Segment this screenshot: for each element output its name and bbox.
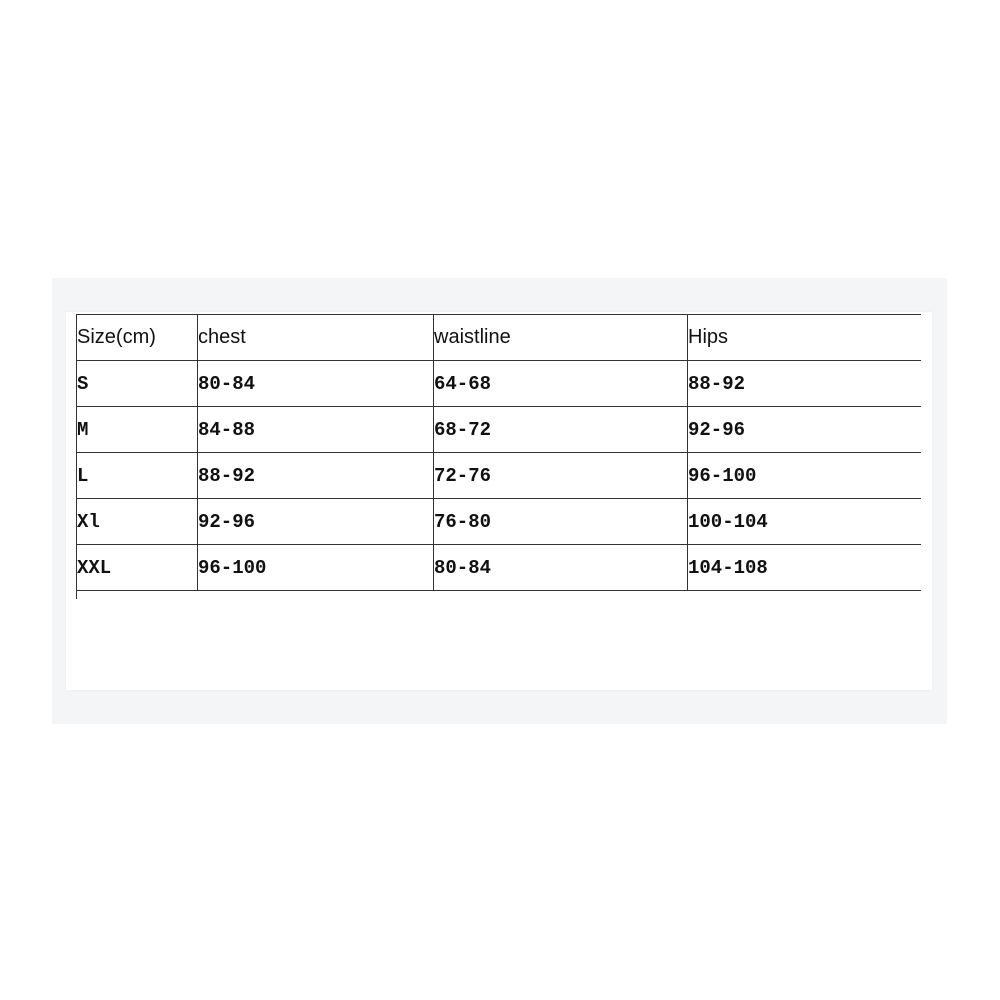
table-border-stub — [76, 591, 77, 599]
cell-hips: 92-96 — [688, 407, 921, 453]
header-waistline: waistline — [434, 315, 688, 361]
cell-hips: 96-100 — [688, 453, 921, 499]
cell-chest: 80-84 — [198, 361, 434, 407]
cell-chest: 92-96 — [198, 499, 434, 545]
cell-chest: 88-92 — [198, 453, 434, 499]
table-row — [77, 499, 921, 545]
cell-waistline: 80-84 — [434, 545, 688, 591]
cell-size: M — [77, 407, 198, 453]
table-row — [77, 361, 921, 407]
cell-hips: 104-108 — [688, 545, 921, 591]
header-hips: Hips — [688, 315, 921, 361]
cell-waistline: 68-72 — [434, 407, 688, 453]
table-header-row — [77, 315, 921, 361]
table-row — [77, 407, 921, 453]
header-size: Size(cm) — [77, 315, 198, 361]
cell-waistline: 64-68 — [434, 361, 688, 407]
cell-size: L — [77, 453, 198, 499]
cell-hips: 100-104 — [688, 499, 921, 545]
table-row — [77, 453, 921, 499]
cell-hips: 88-92 — [688, 361, 921, 407]
cell-waistline: 76-80 — [434, 499, 688, 545]
cell-size: S — [77, 361, 198, 407]
header-chest: chest — [198, 315, 434, 361]
size-chart — [76, 314, 920, 591]
table-row — [77, 545, 921, 591]
cell-chest: 96-100 — [198, 545, 434, 591]
cell-waistline: 72-76 — [434, 453, 688, 499]
size-table — [76, 314, 921, 591]
cell-size: Xl — [77, 499, 198, 545]
cell-size: XXL — [77, 545, 198, 591]
cell-chest: 84-88 — [198, 407, 434, 453]
